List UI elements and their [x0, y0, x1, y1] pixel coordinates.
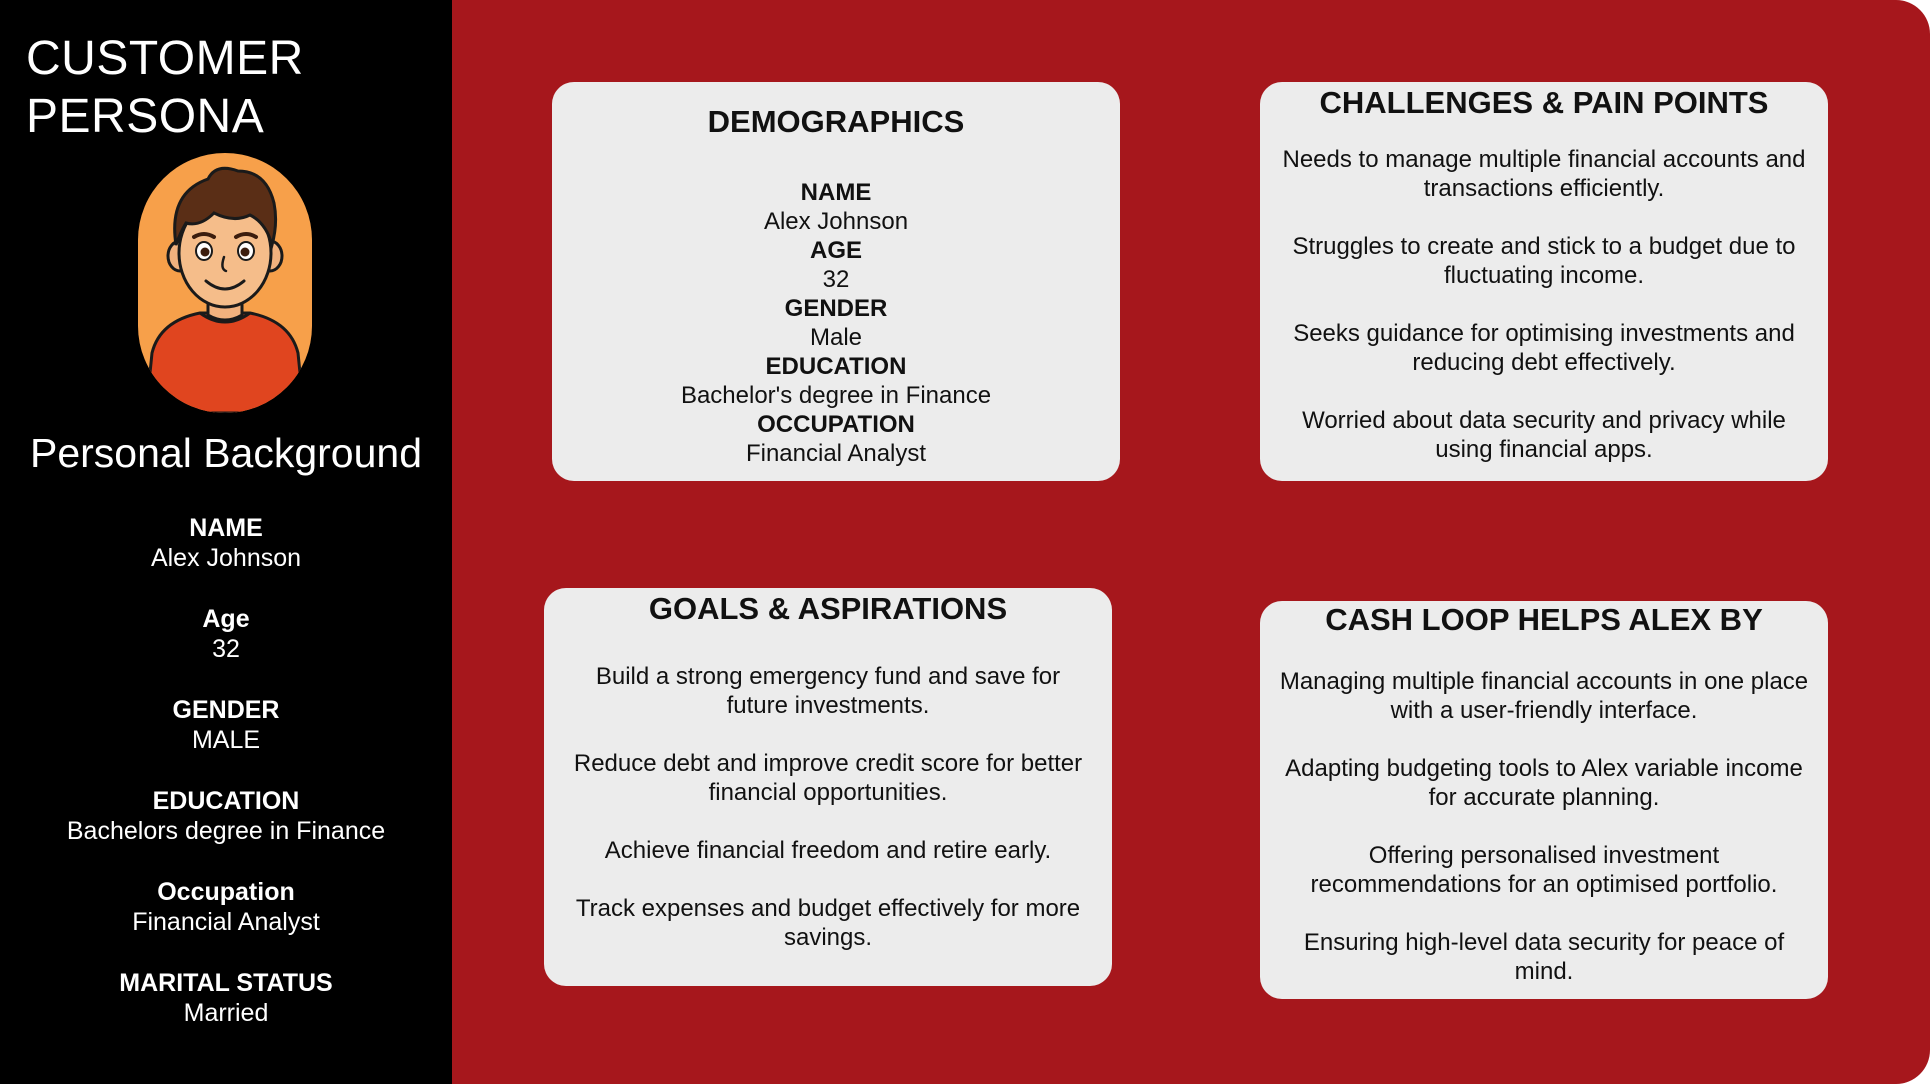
- demographics-label: OCCUPATION: [757, 411, 915, 438]
- list-item-line: Needs to manage multiple financial accounts and: [1282, 146, 1806, 173]
- goals-title: GOALS & ASPIRATIONS: [648, 591, 1008, 626]
- list-item-line: for accurate planning.: [1428, 784, 1660, 811]
- list-item-line: Adapting budgeting tools to Alex variable income: [1285, 755, 1803, 782]
- demographics-label: AGE: [809, 237, 862, 264]
- background-label: Age: [202, 605, 250, 633]
- personal-background-list: [0, 513, 452, 1059]
- main-panel: [452, 0, 1930, 1084]
- list-item-line: Seeks guidance for optimising investments and: [1293, 320, 1795, 347]
- list-item: [1260, 232, 1828, 290]
- list-item-line: Ensuring high-level data security for peace of: [1303, 929, 1785, 956]
- background-value: 32: [212, 635, 240, 663]
- list-item-line: Achieve financial freedom and retire early.: [604, 837, 1052, 864]
- demographics-value: Male: [809, 324, 863, 351]
- demographics-value: Alex Johnson: [763, 208, 909, 235]
- background-item-age: [0, 604, 452, 695]
- background-label: GENDER: [172, 696, 280, 724]
- demographics-value: Financial Analyst: [745, 440, 927, 467]
- persona-title: [26, 30, 426, 146]
- background-item-education: [0, 786, 452, 877]
- cash-loop-helps-card: [1260, 601, 1828, 999]
- list-item: [1260, 667, 1828, 725]
- goals-list: [544, 662, 1112, 952]
- background-item-name: [0, 513, 452, 604]
- challenges-card: [1260, 82, 1828, 481]
- list-item-line: Worried about data security and privacy while: [1302, 407, 1786, 434]
- list-item: [1260, 754, 1828, 812]
- persona-title-line2: PERSONA: [26, 90, 265, 143]
- list-item-line: recommendations for an optimised portfolio.: [1310, 871, 1778, 898]
- avatar-icon: [138, 153, 312, 413]
- list-item-line: with a user-friendly interface.: [1390, 697, 1698, 724]
- demographics-list: [552, 178, 1120, 468]
- list-item: [544, 749, 1112, 807]
- background-item-occupation: [0, 877, 452, 968]
- background-label: Occupation: [157, 878, 295, 906]
- cash-loop-helps-list: [1260, 667, 1828, 986]
- background-value: Alex Johnson: [150, 544, 302, 572]
- list-item: [1260, 928, 1828, 986]
- list-item-line: fluctuating income.: [1443, 262, 1645, 289]
- list-item-line: Reduce debt and improve credit score for better: [573, 750, 1083, 777]
- list-item: [544, 894, 1112, 952]
- list-item: [1260, 841, 1828, 899]
- list-item: [1260, 406, 1828, 464]
- list-item: [1260, 145, 1828, 203]
- background-value: Bachelors degree in Finance: [66, 817, 386, 845]
- persona-title-line1: CUSTOMER: [26, 32, 304, 85]
- list-item-line: Managing multiple financial accounts in one place: [1279, 668, 1809, 695]
- list-item: [544, 836, 1112, 865]
- background-value: Financial Analyst: [132, 908, 320, 936]
- list-item-line: using financial apps.: [1435, 436, 1653, 463]
- list-item-line: Track expenses and budget effectively for more: [575, 895, 1081, 922]
- demographics-label: GENDER: [784, 295, 888, 322]
- challenges-title: CHALLENGES & PAIN POINTS: [1319, 85, 1769, 120]
- cash-loop-helps-title: CASH LOOP HELPS ALEX BY: [1325, 602, 1763, 637]
- demographics-card: [552, 82, 1120, 481]
- background-item-gender: [0, 695, 452, 786]
- list-item-line: mind.: [1514, 958, 1574, 985]
- list-item-line: transactions efficiently.: [1423, 175, 1665, 202]
- list-item: [1260, 319, 1828, 377]
- list-item-line: reducing debt effectively.: [1412, 349, 1676, 376]
- background-item-marital-status: [0, 968, 452, 1059]
- list-item-line: Offering personalised investment: [1368, 842, 1720, 869]
- list-item-line: future investments.: [726, 692, 930, 719]
- list-item: [544, 662, 1112, 720]
- goals-card: [544, 588, 1112, 986]
- sidebar: [0, 0, 452, 1084]
- demographics-label: NAME: [800, 179, 872, 206]
- demographics-value: Bachelor's degree in Finance: [680, 382, 992, 409]
- background-label: EDUCATION: [152, 787, 300, 815]
- background-value: MALE: [191, 726, 261, 754]
- challenges-list: [1260, 145, 1828, 464]
- demographics-title: DEMOGRAPHICS: [707, 104, 965, 139]
- personal-background-heading: Personal Background: [29, 430, 423, 476]
- demographics-value: 32: [822, 266, 850, 293]
- list-item-line: financial opportunities.: [708, 779, 948, 806]
- demographics-label: EDUCATION: [765, 353, 907, 380]
- list-item-line: Build a strong emergency fund and save for: [595, 663, 1061, 690]
- background-value: Married: [183, 999, 269, 1027]
- background-label: NAME: [189, 514, 263, 542]
- background-label: MARITAL STATUS: [119, 969, 333, 997]
- list-item-line: Struggles to create and stick to a budget due to: [1292, 233, 1796, 260]
- list-item-line: savings.: [783, 924, 873, 951]
